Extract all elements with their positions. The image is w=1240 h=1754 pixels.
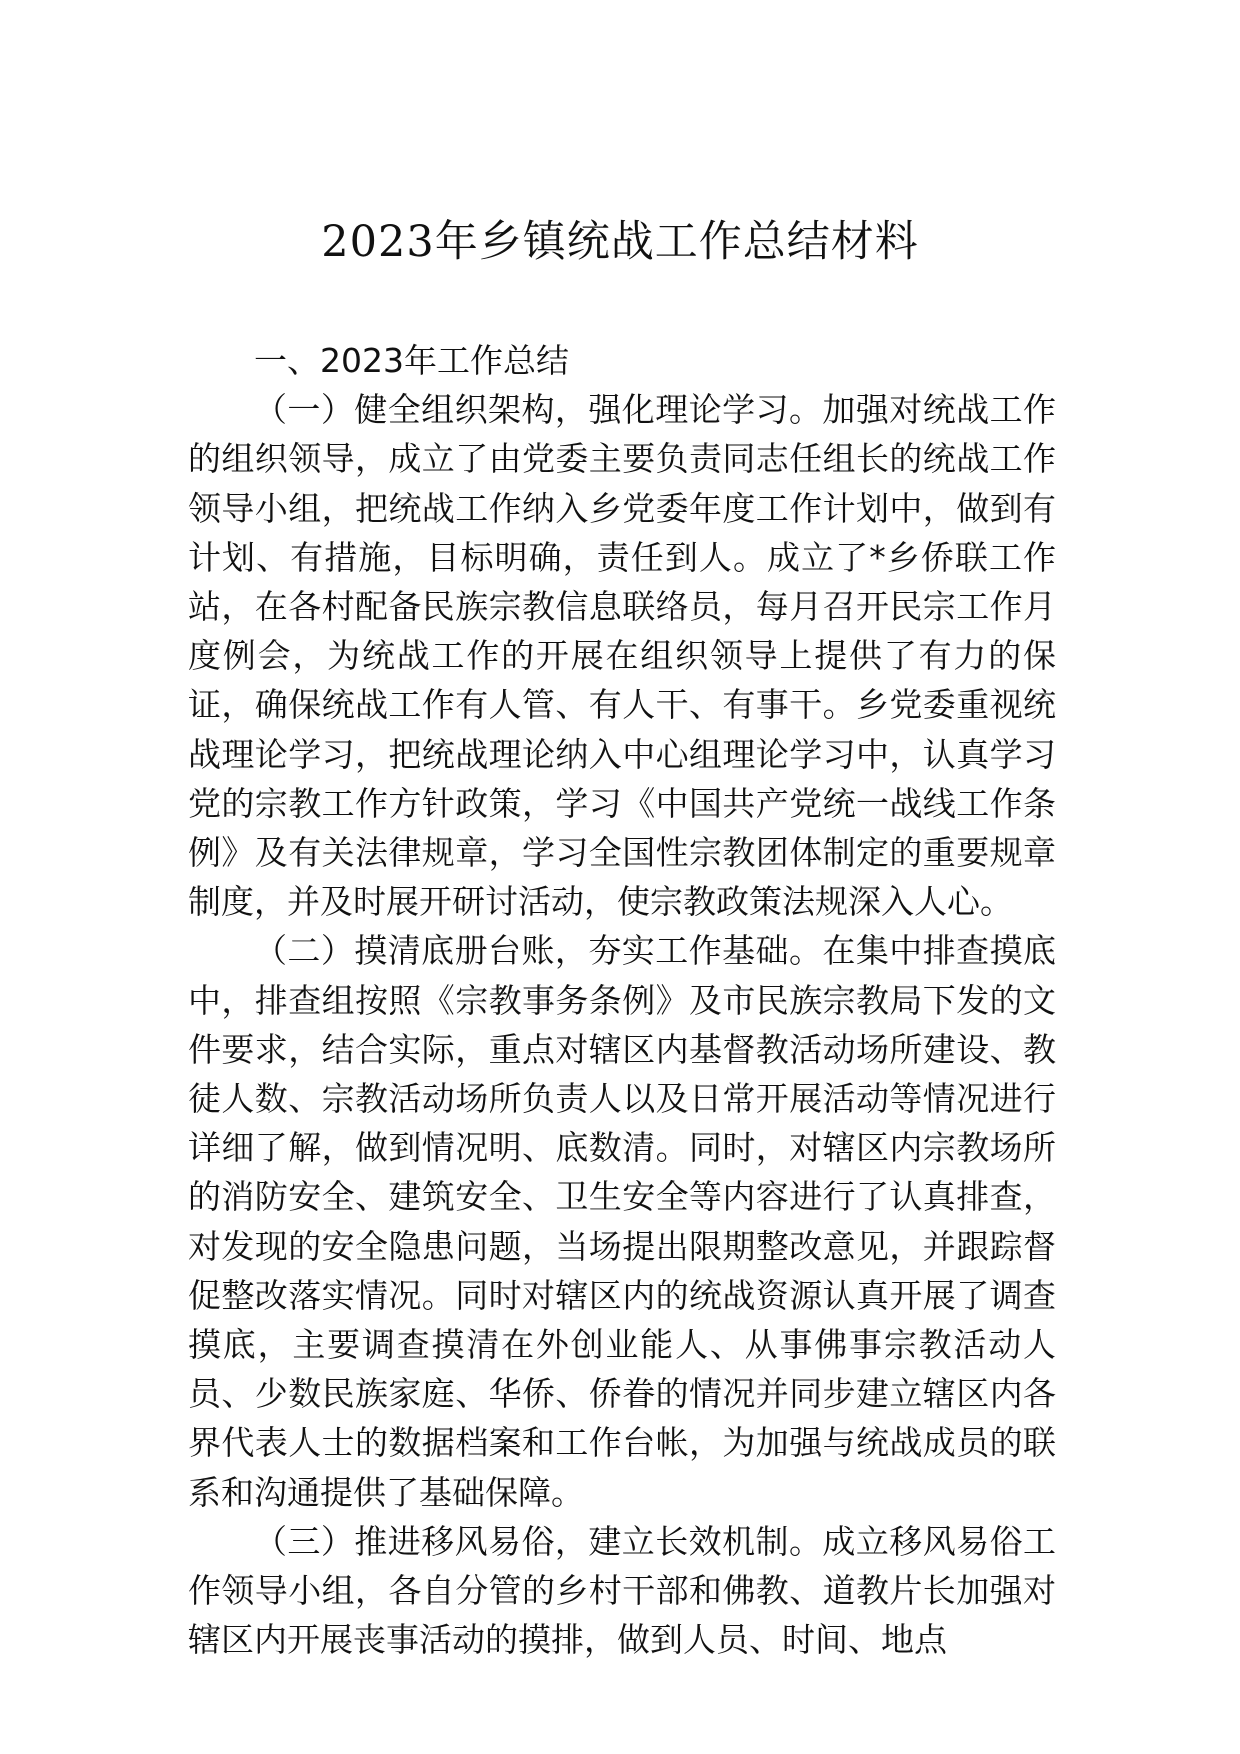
section-heading: 一、2023年工作总结 xyxy=(254,341,569,380)
paragraph-2: （二）摸清底册台账，夯实工作基础。在集中排查摸底中，排查组按照《宗教事务条例》及市民族宗教局下发的文件要求，结合实际，重点对辖区内基督教活动场所建设、教徒人数、宗教活动场所负责人以及日常开展活动等情况进行详细了解，做到情况明、底数清。同时，对辖区内宗教场所的消防安全、建筑安全、卫生安全等内容进行了认真排查，对发现的安全隐患问题，当场提出限期整改意见，并跟踪督促整改落实情况。同时对辖区内的统战资源认真开展了调查摸底，主要调查摸清在外创业能人、从事佛事宗教活动人员、少数民族家庭、华侨、侨眷的情况并同步建立辖区内各界代表人士的数据档案和工作台帐，为加强与统战成员的联系和沟通提供了基础保障。 xyxy=(188,931,1056,1512)
document-body xyxy=(188,336,1056,1664)
document-title: 2023年乡镇统战工作总结材料 xyxy=(321,217,919,267)
paragraph-1: （一）健全组织架构，强化理论学习。加强对统战工作的组织领导，成立了由党委主要负责同志任组长的统战工作领导小组，把统战工作纳入乡党委年度工作计划中，做到有计划、有措施，目标明确，责任到人。成立了*乡侨联工作站，在各村配备民族宗教信息联络员，每月召开民宗工作月度例会，为统战工作的开展在组织领导上提供了有力的保证，确保统战工作有人管、有人干、有事干。乡党委重视统战理论学习，把统战理论纳入中心组理论学习中，认真学习党的宗教工作方针政策，学习《中国共产党统一战线工作条例》及有关法律规章，学习全国性宗教团体制定的重要规章制度，并及时展开研讨活动，使宗教政策法规深入人心。 xyxy=(188,390,1056,922)
paragraph-3: （三）推进移风易俗，建立长效机制。成立移风易俗工作领导小组，各自分管的乡村干部和佛教、道教片长加强对辖区内开展丧事活动的摸排，做到人员、时间、地点 xyxy=(188,1521,1056,1660)
